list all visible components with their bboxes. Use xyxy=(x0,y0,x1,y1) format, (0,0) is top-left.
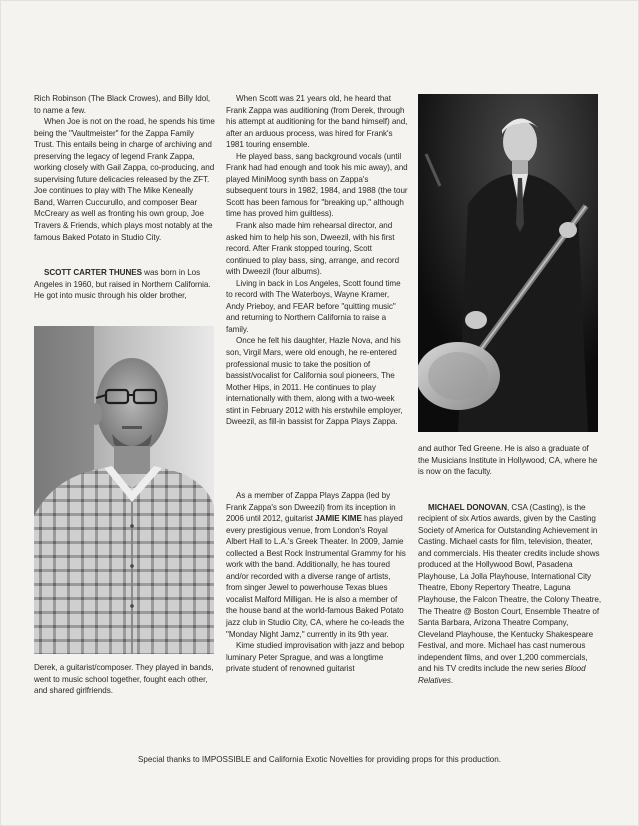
paragraph-text: was born in Los Angeles in 1960, but raised in Northern California. He got into music through his older brother, xyxy=(34,268,211,301)
paragraph: When Joe is not on the road, he spends his time being the "Vaultmeister" for the Zappa Family Trust. This entails being in charge of archiving and preserving the legacy of legend Frank Zappa, working closely with Gail Zappa, co-producing, and supervising future delicacies released by the ZFT. Joe continues to play with The Mike Keneally Band, Warren Cuccurullo, and composer Bear McCreary as well as fronting his own group, Joe Travers & Friends, which plays most notably at the famous Baked Potato in Studio City. xyxy=(34,117,215,242)
column-1-top xyxy=(34,93,215,302)
portrait-photo xyxy=(34,326,214,654)
paragraph: He played bass, sang background vocals (until Frank had had enough and took his mic away), and played MiniMoog synth bass on Zappa's subsequent tours in 1982, 1984, and 1988 (the tour Scott has been famous for "breaking up," although time has proved him guiltless). xyxy=(226,151,408,219)
paragraph: Rich Robinson (The Black Crowes), and Billy Idol, to name a few. xyxy=(34,94,211,115)
bio-scott-carter-thunes xyxy=(34,267,215,302)
paragraph-text: As a member of Zappa Plays Zappa (led by Frank Zappa's son Dweezil) from its inception in 2006 until 2012, guitarist xyxy=(226,491,396,524)
column-2-bottom xyxy=(226,490,408,675)
paragraph-text: has played every prestigious venue, from London's Royal Albert Hall to L.A.'s Greek Theater. In 2009, Jamie collected a Best Rock Instrumental Grammy for his work with the band. Additionally, he has toured and/or recorded with a diverse range of artists, from singer Jewel to powerhouse Texas blues vocalist Malford Milligan. He is also a member of the house band at the world-famous Baked Potato jazz club in Studio City, CA, where he co-leads the "Monday Night Jamz," currently in its 9th year. xyxy=(226,514,406,639)
paragraph: Living in back in Los Angeles, Scott found time to record with The Waterboys, Wayne Kramer, Andy Prieboy, and FEAR before "quitting music" and returning to Northern California to raise a family. xyxy=(226,278,401,334)
person-name: MICHAEL DONOVAN xyxy=(428,502,507,512)
paragraph: Once he felt his daughter, Hazle Nova, and his son, Virgil Mars, were old enough, he re-entered professional music to take the position of bassist/vocalist for California soul pioneers, The Mother Hips, in 2011. He continues to play internationally with them, along with a two-week stint in February 2012 with his erstwhile employer, Dweezil, as fill-in bassist for Zappa Plays Zappa. xyxy=(226,336,403,427)
column-3-bottom xyxy=(418,443,602,686)
person-name: SCOTT CARTER THUNES xyxy=(44,268,142,278)
column-1-bottom xyxy=(34,662,215,697)
paragraph-text: . xyxy=(450,675,454,685)
paragraph-text: , CSA (Casting), is the recipient of six Artios awards, given by the Casting Society of America for Outstanding Achievement in Casting. Michael casts for film, television, theater, and commercials. His theater credits include shows produced at the Hollywood Bowl, Pasadena Playhouse, La Jolla Playhouse, International City Theatre, Ebony Repertory Theatre, Laguna Playhouse, the Falcon Theatre, the Colony Theatre, The Theatre @ Boston Court, Ensemble Theatre of Santa Barbara, Arizona Theatre Company, Cleveland Playhouse, the Kentucky Shakespeare Festival, and more. Michael has cast numerous independent films, and over 1,200 commercials, and his TV credits include the new series xyxy=(418,502,602,674)
footer-credit: Special thanks to IMPOSSIBLE and California Exotic Novelties for providing props for this production. xyxy=(137,755,502,764)
paragraph: Kime studied improvisation with jazz and bebop luminary Peter Sprague, and was a longtime private student of renowned guitarist xyxy=(226,641,405,674)
person-name: JAMIE KIME xyxy=(315,514,362,524)
paragraph: When Scott was 21 years old, he heard that Frank Zappa was auditioning (from Derek, through his attempt at auditioning for the band himself) and, after an arduous process, was hired for Frank's 1981 touring ensemble. xyxy=(226,94,408,150)
series-title: Blood Relatives xyxy=(418,664,586,685)
bio-jamie-kime xyxy=(226,490,408,640)
column-2-top xyxy=(226,93,408,428)
paragraph: Frank also made him rehearsal director, and asked him to help his son, Dweezil, with his first record. After Frank stopped touring, Scott continued to play bass, sing, arrange, and record with Dweezil (four albums). xyxy=(226,221,400,277)
bio-michael-donovan xyxy=(418,502,602,687)
paragraph: Derek, a guitarist/composer. They played in bands, went to music school together, fought each other, and shared girlfriends. xyxy=(34,663,214,696)
paragraph: and author Ted Greene. He is also a graduate of the Musicians Institute in Hollywood, CA, where he is now on the faculty. xyxy=(418,444,598,477)
guitarist-photo xyxy=(418,94,598,432)
